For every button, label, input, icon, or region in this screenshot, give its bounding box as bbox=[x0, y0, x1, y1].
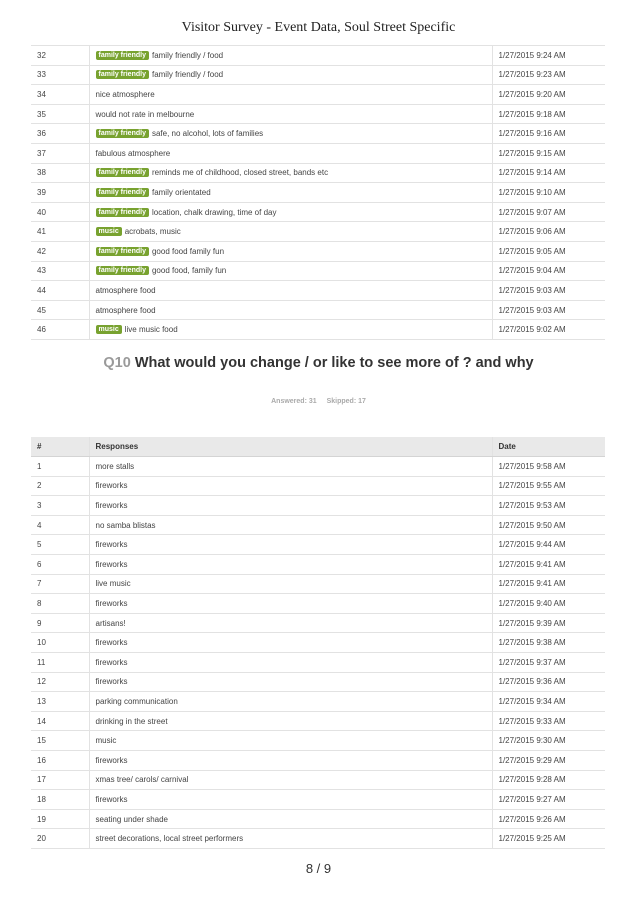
response-date: 1/27/2015 9:44 AM bbox=[492, 535, 605, 555]
response-cell bbox=[89, 692, 492, 712]
table-row bbox=[31, 594, 605, 614]
column-header-number: # bbox=[31, 437, 89, 457]
response-date: 1/27/2015 9:15 AM bbox=[492, 143, 605, 163]
previous-responses-table bbox=[31, 45, 605, 340]
table-row bbox=[31, 320, 605, 340]
table-row bbox=[31, 790, 605, 810]
row-number: 20 bbox=[31, 829, 89, 849]
table-row bbox=[31, 672, 605, 692]
response-cell bbox=[89, 574, 492, 594]
row-number: 13 bbox=[31, 692, 89, 712]
response-date: 1/27/2015 9:02 AM bbox=[492, 320, 605, 340]
response-date: 1/27/2015 9:30 AM bbox=[492, 731, 605, 751]
response-date: 1/27/2015 9:04 AM bbox=[492, 261, 605, 281]
table-row bbox=[31, 143, 605, 163]
table-row bbox=[31, 85, 605, 105]
response-date: 1/27/2015 9:28 AM bbox=[492, 770, 605, 790]
response-text: good food family fun bbox=[151, 246, 225, 256]
response-text: more stalls bbox=[95, 461, 135, 471]
response-date: 1/27/2015 9:38 AM bbox=[492, 633, 605, 653]
row-number: 15 bbox=[31, 731, 89, 751]
category-tag: family friendly bbox=[96, 168, 149, 177]
row-number: 43 bbox=[31, 261, 89, 281]
row-number: 36 bbox=[31, 124, 89, 144]
row-number: 12 bbox=[31, 672, 89, 692]
table-row bbox=[31, 731, 605, 751]
response-date: 1/27/2015 9:26 AM bbox=[492, 809, 605, 829]
category-tag: music bbox=[96, 227, 122, 236]
response-date: 1/27/2015 9:27 AM bbox=[492, 790, 605, 810]
response-cell bbox=[89, 241, 492, 261]
row-number: 39 bbox=[31, 183, 89, 203]
row-number: 3 bbox=[31, 496, 89, 516]
column-header-date: Date bbox=[492, 437, 605, 457]
response-cell bbox=[89, 751, 492, 771]
table-row bbox=[31, 241, 605, 261]
response-date: 1/27/2015 9:29 AM bbox=[492, 751, 605, 771]
response-text: reminds me of childhood, closed street, bands etc bbox=[151, 168, 329, 178]
row-number: 19 bbox=[31, 809, 89, 829]
table-row bbox=[31, 692, 605, 712]
response-cell bbox=[89, 222, 492, 242]
response-text: would not rate in melbourne bbox=[95, 109, 195, 119]
row-number: 2 bbox=[31, 476, 89, 496]
response-cell bbox=[89, 457, 492, 477]
response-date: 1/27/2015 9:33 AM bbox=[492, 711, 605, 731]
response-text: family orientated bbox=[151, 187, 211, 197]
table-row bbox=[31, 261, 605, 281]
response-cell bbox=[89, 515, 492, 535]
row-number: 18 bbox=[31, 790, 89, 810]
table-row bbox=[31, 613, 605, 633]
response-text: no samba blistas bbox=[95, 520, 156, 530]
response-date: 1/27/2015 9:07 AM bbox=[492, 202, 605, 222]
table-row bbox=[31, 515, 605, 535]
table-row bbox=[31, 829, 605, 849]
response-text: fireworks bbox=[95, 501, 128, 511]
row-number: 33 bbox=[31, 65, 89, 85]
row-number: 38 bbox=[31, 163, 89, 183]
response-text: acrobats, music bbox=[124, 227, 181, 237]
question-title bbox=[0, 354, 637, 372]
response-date: 1/27/2015 9:41 AM bbox=[492, 555, 605, 575]
response-cell bbox=[89, 653, 492, 673]
row-number: 17 bbox=[31, 770, 89, 790]
response-cell bbox=[89, 320, 492, 340]
response-text: fireworks bbox=[95, 559, 128, 569]
response-text: music bbox=[95, 736, 117, 746]
response-cell bbox=[89, 143, 492, 163]
response-cell bbox=[89, 731, 492, 751]
response-cell bbox=[89, 790, 492, 810]
category-tag: music bbox=[96, 325, 122, 334]
response-text: fireworks bbox=[95, 794, 128, 804]
table-row bbox=[31, 496, 605, 516]
table-row bbox=[31, 222, 605, 242]
response-date: 1/27/2015 9:24 AM bbox=[492, 46, 605, 66]
row-number: 16 bbox=[31, 751, 89, 771]
response-date: 1/27/2015 9:16 AM bbox=[492, 124, 605, 144]
response-cell bbox=[89, 163, 492, 183]
response-date: 1/27/2015 9:55 AM bbox=[492, 476, 605, 496]
response-cell bbox=[89, 104, 492, 124]
category-tag: family friendly bbox=[96, 51, 149, 60]
answered-count: Answered: 31 bbox=[271, 398, 317, 405]
category-tag: family friendly bbox=[96, 247, 149, 256]
question-stats bbox=[0, 398, 637, 405]
response-text: family friendly / food bbox=[151, 70, 224, 80]
response-cell bbox=[89, 535, 492, 555]
response-date: 1/27/2015 9:03 AM bbox=[492, 300, 605, 320]
response-cell bbox=[89, 496, 492, 516]
skipped-count: Skipped: 17 bbox=[326, 398, 366, 405]
response-text: nice atmosphere bbox=[95, 89, 155, 99]
response-cell bbox=[89, 261, 492, 281]
row-number: 5 bbox=[31, 535, 89, 555]
response-date: 1/27/2015 9:58 AM bbox=[492, 457, 605, 477]
column-header-responses: Responses bbox=[89, 437, 492, 457]
response-text: fireworks bbox=[95, 755, 128, 765]
question-text: What would you change / or like to see more of ? and why bbox=[134, 355, 534, 371]
table-row bbox=[31, 555, 605, 575]
response-text: good food, family fun bbox=[151, 266, 227, 276]
row-number: 46 bbox=[31, 320, 89, 340]
category-tag: family friendly bbox=[96, 129, 149, 138]
row-number: 7 bbox=[31, 574, 89, 594]
response-text: fireworks bbox=[95, 657, 128, 667]
response-date: 1/27/2015 9:03 AM bbox=[492, 281, 605, 301]
response-text: fireworks bbox=[95, 599, 128, 609]
category-tag: family friendly bbox=[96, 188, 149, 197]
table-row bbox=[31, 574, 605, 594]
response-text: safe, no alcohol, lots of families bbox=[151, 129, 264, 139]
response-cell bbox=[89, 85, 492, 105]
row-number: 34 bbox=[31, 85, 89, 105]
response-cell bbox=[89, 476, 492, 496]
row-number: 44 bbox=[31, 281, 89, 301]
table-row bbox=[31, 535, 605, 555]
category-tag: family friendly bbox=[96, 70, 149, 79]
response-cell bbox=[89, 124, 492, 144]
row-number: 4 bbox=[31, 515, 89, 535]
response-text: artisans! bbox=[95, 618, 126, 628]
response-text: fabulous atmosphere bbox=[95, 148, 171, 158]
page-header: Visitor Survey - Event Data, Soul Street Specific bbox=[181, 20, 456, 35]
response-text: fireworks bbox=[95, 638, 128, 648]
row-number: 6 bbox=[31, 555, 89, 575]
response-text: xmas tree/ carols/ carnival bbox=[95, 775, 189, 785]
response-cell bbox=[89, 183, 492, 203]
table-row bbox=[31, 476, 605, 496]
response-cell bbox=[89, 46, 492, 66]
table-row bbox=[31, 751, 605, 771]
response-cell bbox=[89, 202, 492, 222]
response-cell bbox=[89, 300, 492, 320]
previous-responses-body bbox=[31, 46, 605, 340]
row-number: 10 bbox=[31, 633, 89, 653]
response-text: live music bbox=[95, 579, 131, 589]
response-date: 1/27/2015 9:40 AM bbox=[492, 594, 605, 614]
table-row bbox=[31, 457, 605, 477]
table-row bbox=[31, 65, 605, 85]
table-row bbox=[31, 124, 605, 144]
table-row bbox=[31, 633, 605, 653]
response-cell bbox=[89, 594, 492, 614]
response-text: atmosphere food bbox=[95, 285, 156, 295]
response-cell bbox=[89, 281, 492, 301]
row-number: 14 bbox=[31, 711, 89, 731]
response-date: 1/27/2015 9:05 AM bbox=[492, 241, 605, 261]
response-cell bbox=[89, 633, 492, 653]
table-row bbox=[31, 281, 605, 301]
response-text: fireworks bbox=[95, 677, 128, 687]
row-number: 11 bbox=[31, 653, 89, 673]
table-row bbox=[31, 183, 605, 203]
response-text: location, chalk drawing, time of day bbox=[151, 207, 277, 217]
response-date: 1/27/2015 9:34 AM bbox=[492, 692, 605, 712]
response-date: 1/27/2015 9:36 AM bbox=[492, 672, 605, 692]
response-text: family friendly / food bbox=[151, 50, 224, 60]
response-date: 1/27/2015 9:41 AM bbox=[492, 574, 605, 594]
row-number: 40 bbox=[31, 202, 89, 222]
response-date: 1/27/2015 9:14 AM bbox=[492, 163, 605, 183]
table-row bbox=[31, 711, 605, 731]
response-cell bbox=[89, 809, 492, 829]
row-number: 37 bbox=[31, 143, 89, 163]
row-number: 42 bbox=[31, 241, 89, 261]
response-cell bbox=[89, 711, 492, 731]
response-date: 1/27/2015 9:20 AM bbox=[492, 85, 605, 105]
table-row bbox=[31, 770, 605, 790]
response-date: 1/27/2015 9:10 AM bbox=[492, 183, 605, 203]
row-number: 8 bbox=[31, 594, 89, 614]
response-date: 1/27/2015 9:25 AM bbox=[492, 829, 605, 849]
table-row bbox=[31, 653, 605, 673]
response-text: fireworks bbox=[95, 540, 128, 550]
row-number: 1 bbox=[31, 457, 89, 477]
row-number: 41 bbox=[31, 222, 89, 242]
table-row bbox=[31, 46, 605, 66]
table-row bbox=[31, 163, 605, 183]
category-tag: family friendly bbox=[96, 208, 149, 217]
response-cell bbox=[89, 65, 492, 85]
table-header-row bbox=[31, 437, 605, 457]
response-date: 1/27/2015 9:06 AM bbox=[492, 222, 605, 242]
page-number: 8 / 9 bbox=[305, 861, 332, 876]
category-tag: family friendly bbox=[96, 266, 149, 275]
table-row bbox=[31, 202, 605, 222]
response-text: street decorations, local street performers bbox=[95, 834, 244, 844]
response-text: drinking in the street bbox=[95, 716, 168, 726]
row-number: 32 bbox=[31, 46, 89, 66]
response-date: 1/27/2015 9:53 AM bbox=[492, 496, 605, 516]
question-number: Q10 bbox=[103, 355, 131, 371]
response-text: live music food bbox=[124, 325, 178, 335]
response-date: 1/27/2015 9:39 AM bbox=[492, 613, 605, 633]
table-row bbox=[31, 104, 605, 124]
response-date: 1/27/2015 9:18 AM bbox=[492, 104, 605, 124]
row-number: 45 bbox=[31, 300, 89, 320]
response-date: 1/27/2015 9:23 AM bbox=[492, 65, 605, 85]
response-cell bbox=[89, 672, 492, 692]
response-text: fireworks bbox=[95, 481, 128, 491]
q10-responses-table bbox=[31, 437, 605, 849]
response-date: 1/27/2015 9:37 AM bbox=[492, 653, 605, 673]
table-row bbox=[31, 300, 605, 320]
response-date: 1/27/2015 9:50 AM bbox=[492, 515, 605, 535]
response-text: parking communication bbox=[95, 697, 178, 707]
response-text: atmosphere food bbox=[95, 305, 156, 315]
response-cell bbox=[89, 829, 492, 849]
response-cell bbox=[89, 613, 492, 633]
response-cell bbox=[89, 555, 492, 575]
row-number: 9 bbox=[31, 613, 89, 633]
table-row bbox=[31, 809, 605, 829]
row-number: 35 bbox=[31, 104, 89, 124]
q10-responses-body bbox=[31, 457, 605, 849]
response-text: seating under shade bbox=[95, 814, 168, 824]
response-cell bbox=[89, 770, 492, 790]
